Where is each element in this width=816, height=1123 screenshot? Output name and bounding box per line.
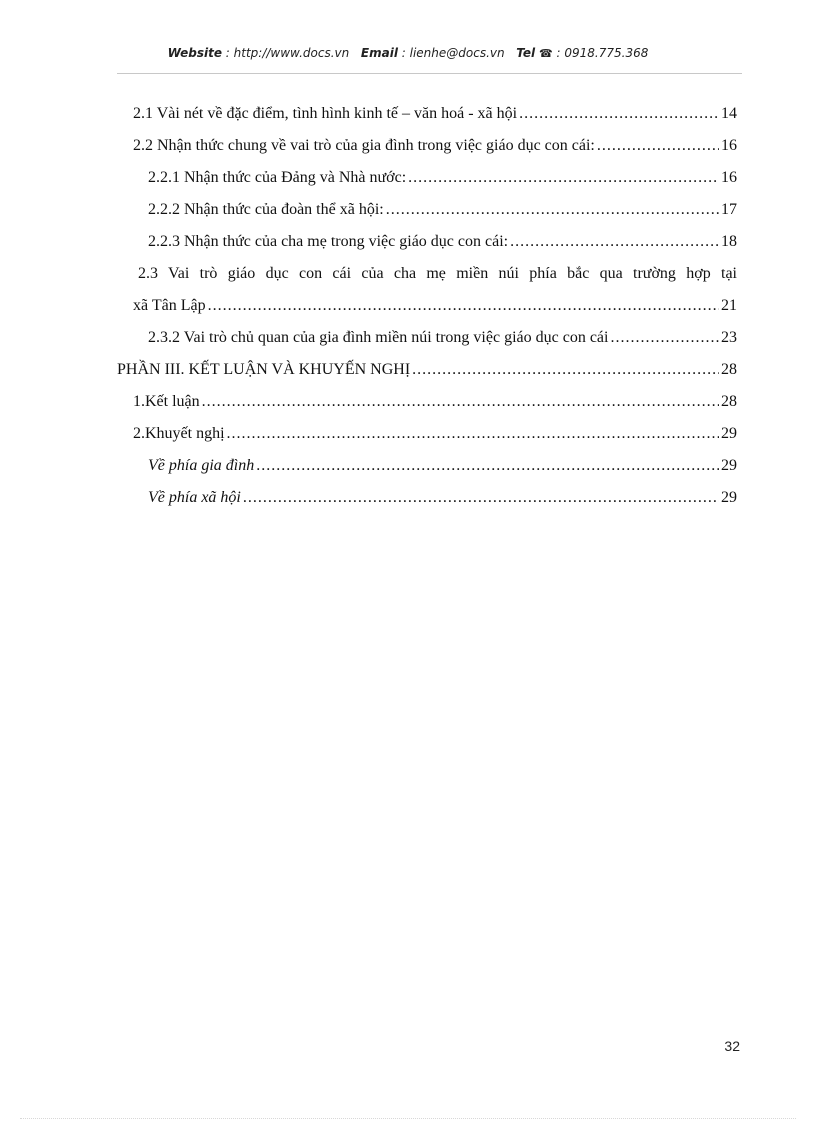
email-link[interactable]: : lienhe@docs.vn	[401, 46, 505, 60]
bottom-border	[20, 1118, 796, 1119]
toc-entry-title: 2.2.2 Nhận thức của đoàn thể xã hội:	[148, 201, 384, 218]
website-link[interactable]: : http://www.docs.vn	[225, 46, 350, 60]
dot-leader	[386, 194, 719, 226]
toc-entry-title: Về phía xã hội	[148, 489, 241, 506]
toc-entry-page: 16	[721, 169, 737, 186]
toc-entry[interactable]	[133, 130, 737, 162]
toc-entry[interactable]	[148, 162, 737, 194]
toc-entry-title: 2.2.1 Nhận thức của Đảng và Nhà nước:	[148, 169, 407, 186]
tel-value: : 0918.775.368	[556, 46, 649, 60]
toc-entry-page: 16	[721, 137, 737, 154]
toc-entry[interactable]	[148, 450, 737, 482]
toc-entry[interactable]	[148, 226, 737, 258]
toc-entry-title: 2.Khuyết nghị	[133, 425, 225, 442]
toc-entry-page: 28	[721, 393, 737, 410]
toc-entry-title: 2.1 Vài nét về đặc điểm, tình hình kinh tế – văn hoá - xã hội	[133, 105, 518, 122]
toc-entry-page: 21	[721, 297, 737, 314]
dot-leader	[412, 354, 719, 386]
email-label: Email	[360, 46, 398, 60]
page-header	[0, 46, 816, 60]
toc-entry-page: 18	[721, 233, 737, 250]
toc-entry-page: 28	[721, 361, 737, 378]
toc-entry-page: 14	[721, 105, 737, 122]
toc-entry-title: Về phía gia đình	[148, 457, 255, 474]
tel-label: Tel	[516, 46, 536, 60]
dot-leader	[227, 418, 719, 450]
toc-entry-page: 29	[721, 489, 737, 506]
toc-entry-title: xã Tân Lập	[133, 297, 206, 314]
toc-entry-title: 2.2 Nhận thức chung về vai trò của gia đình trong việc giáo dục con cái:	[133, 137, 595, 154]
toc-entry-title: 1.Kết luận	[133, 393, 200, 410]
dot-leader	[519, 98, 719, 130]
dot-leader	[408, 162, 719, 194]
dot-leader	[510, 226, 719, 258]
dot-leader	[202, 386, 719, 418]
website-label: Website	[167, 46, 222, 60]
toc-entry[interactable]	[133, 290, 737, 322]
dot-leader	[243, 482, 719, 514]
toc-entry-page: 29	[721, 425, 737, 442]
toc-entry[interactable]	[133, 98, 737, 130]
toc-entry-page: 23	[721, 329, 737, 346]
toc-entry[interactable]	[117, 354, 737, 386]
dot-leader	[256, 450, 719, 482]
toc-entry-page: 29	[721, 457, 737, 474]
phone-icon: ☎	[538, 47, 553, 60]
dot-leader	[597, 130, 719, 162]
page-number: 32	[724, 1038, 740, 1054]
toc-entry[interactable]	[148, 482, 737, 514]
toc-entry[interactable]	[148, 194, 737, 226]
toc-entry-title: 2.3.2 Vai trò chủ quan của gia đình miền núi trong việc giáo dục con cái	[148, 329, 609, 346]
header-divider	[117, 73, 742, 74]
dot-leader	[610, 322, 719, 354]
toc-entry[interactable]	[148, 322, 737, 354]
toc-entry-page: 17	[721, 201, 737, 218]
toc-entry[interactable]	[133, 418, 737, 450]
toc-entry-line[interactable]: 2.3 Vai trò giáo dục con cái của cha mẹ miền núi phía bắc qua trường hợp tại	[138, 265, 737, 282]
toc-entry-title: 2.2.3 Nhận thức của cha mẹ trong việc giáo dục con cái:	[148, 233, 509, 250]
dot-leader	[208, 290, 719, 322]
toc-entry[interactable]	[133, 386, 737, 418]
toc-entry-title: PHẦN III. KẾT LUẬN VÀ KHUYẾN NGHỊ	[117, 361, 411, 378]
